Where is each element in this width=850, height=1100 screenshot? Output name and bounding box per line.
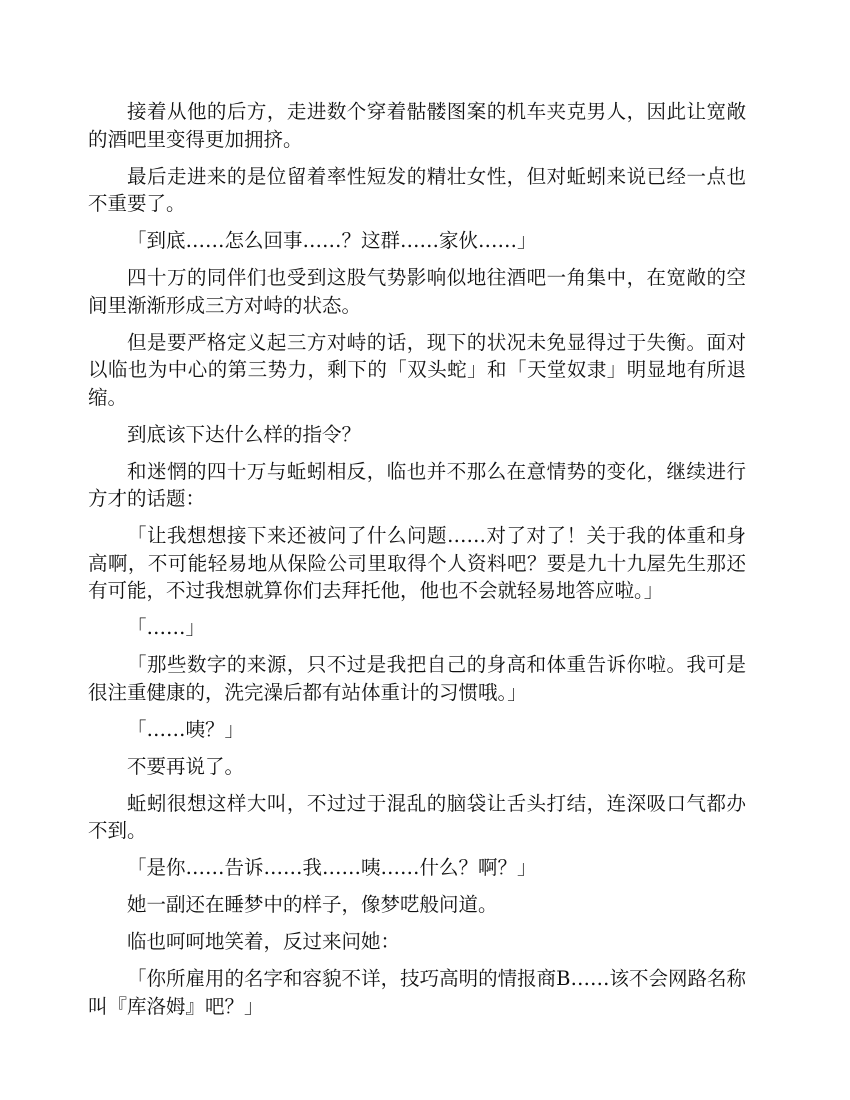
paragraph: 「那些数字的来源，只不过是我把自己的身高和体重告诉你啦。我可是很注重健康的，洗完澡后都有站体重计的习惯哦。」 — [88, 653, 746, 704]
paragraph: 接着从他的后方，走进数个穿着骷髅图案的机车夹克男人，因此让宽敞的酒吧里变得更加拥挤。 — [88, 100, 746, 151]
paragraph: 四十万的同伴们也受到这股气势影响似地往酒吧一角集中，在宽敞的空间里渐渐形成三方对峙的状态。 — [88, 266, 746, 317]
paragraph: 不要再说了。 — [127, 754, 245, 778]
paragraph: 「让我想想接下来还被问了什么问题……对了对了！关于我的体重和身高啊，不可能轻易地从保险公司里取得个人资料吧？要是九十九屋先生那还有可能，不过我想就算你们去拜托他，他也不会就轻易地答应啦。」 — [88, 524, 746, 602]
paragraph: 「……咦？」 — [127, 717, 245, 741]
paragraph: 和迷惘的四十万与蚯蚓相反，临也并不那么在意情势的变化，继续进行方才的话题： — [88, 459, 746, 510]
paragraph: 「……」 — [127, 616, 206, 639]
document-page — [88, 98, 746, 1030]
paragraph: 「你所雇用的名字和容貌不详，技巧高明的情报商B……该不会网路名称叫『库洛姆』吧？」 — [88, 967, 746, 1018]
paragraph: 她一副还在睡梦中的样子，像梦呓般问道。 — [127, 893, 498, 916]
paragraph: 「到底……怎么回事……？这群……家伙……」 — [127, 229, 537, 252]
paragraph: 最后走进来的是位留着率性短发的精壮女性，但对蚯蚓来说已经一点也不重要了。 — [88, 164, 746, 215]
paragraph: 但是要严格定义起三方对峙的话，现下的状况未免显得过于失衡。面对以临也为中心的第三势力，剩下的「双头蛇」和「天堂奴隶」明显地有所退缩。 — [88, 330, 746, 409]
paragraph: 临也呵呵地笑着，反过来问她： — [127, 930, 401, 953]
paragraph: 「是你……告诉……我……咦……什么？啊？」 — [127, 856, 537, 879]
paragraph: 到底该下达什么样的指令？ — [127, 422, 362, 446]
paragraph: 蚯蚓很想这样大叫，不过过于混乱的脑袋让舌头打结，连深吸口气都办不到。 — [88, 791, 746, 842]
